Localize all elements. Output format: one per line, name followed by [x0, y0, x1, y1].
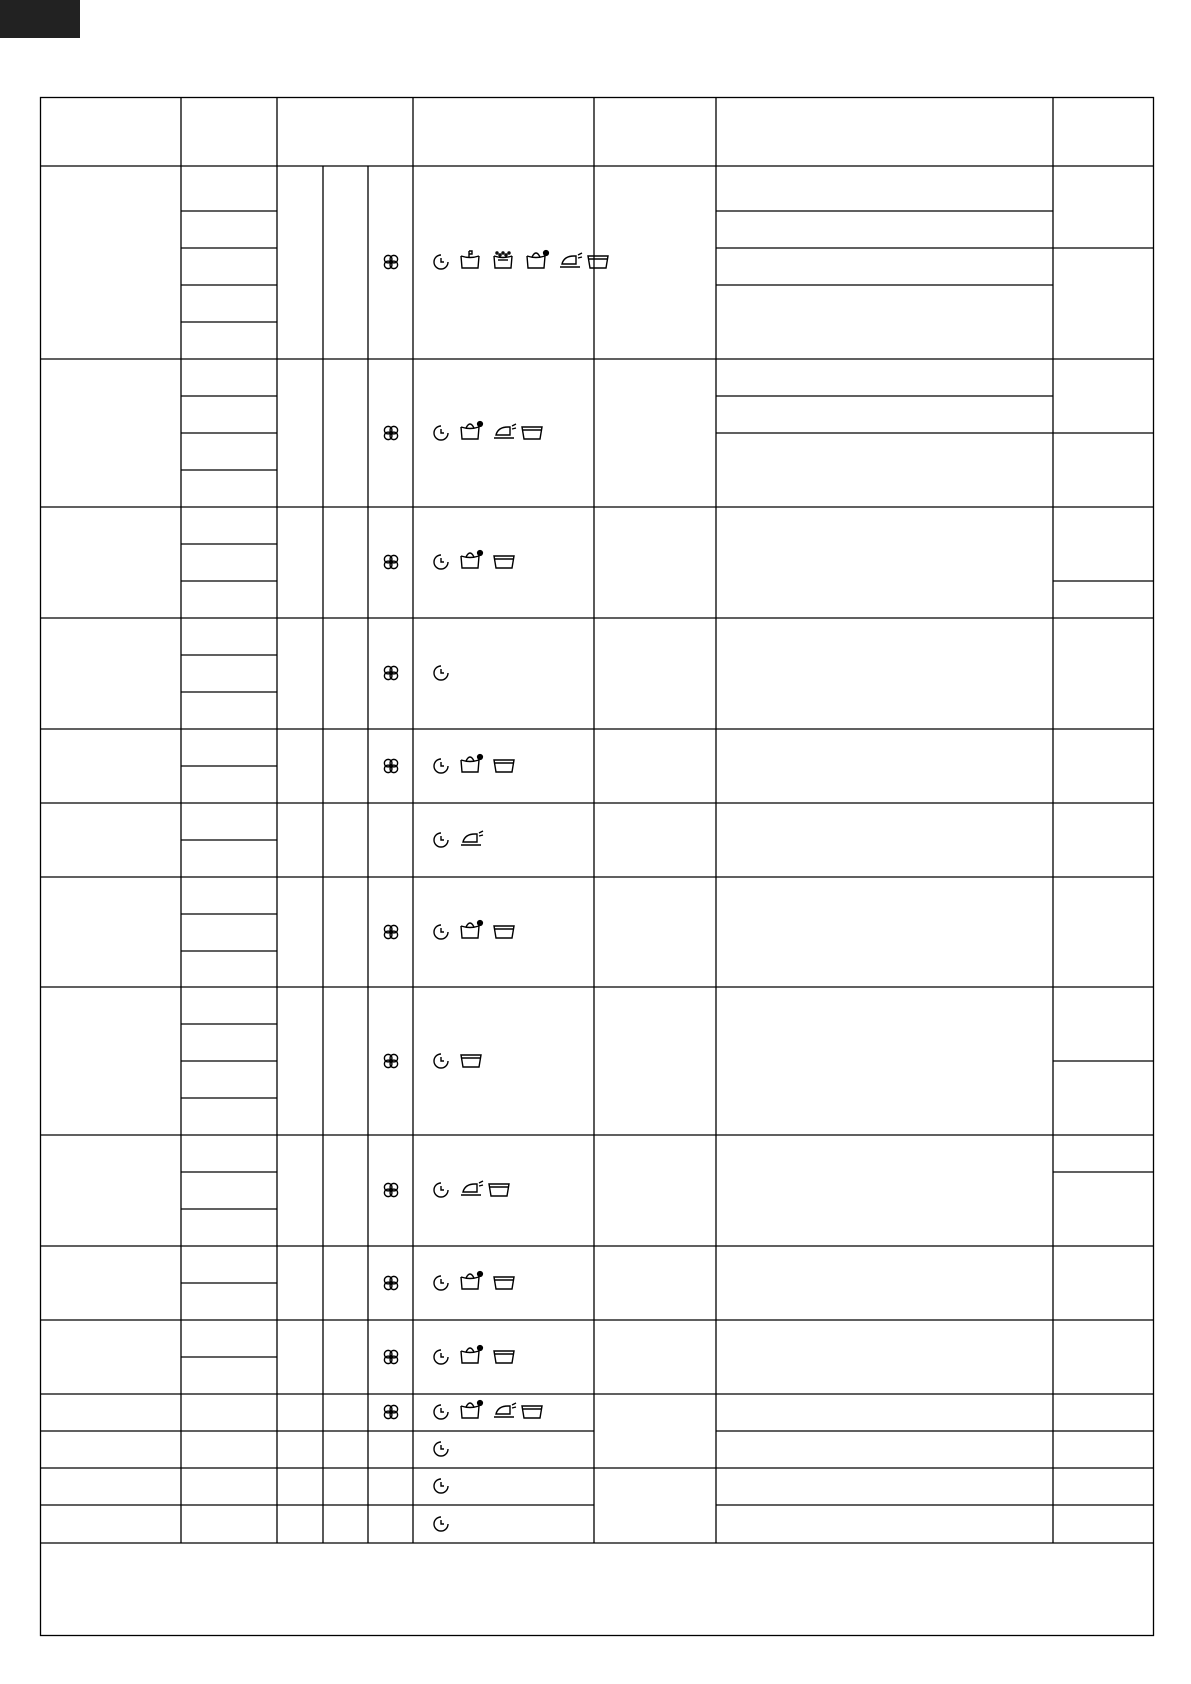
- timer-icon: [434, 426, 448, 440]
- timer-icon: [434, 255, 448, 269]
- row-7-icons: [384, 921, 514, 939]
- fan-icon: [384, 1183, 397, 1196]
- auto-dry-icon: [461, 1346, 482, 1363]
- fan-icon: [384, 666, 397, 679]
- bowl-icon: [522, 1406, 542, 1418]
- fast-iron-icon: [560, 253, 582, 267]
- bowl-icon: [494, 1351, 514, 1363]
- fast-iron-icon: [461, 831, 483, 845]
- table-border: [41, 98, 1154, 1636]
- timer-icon: [434, 666, 448, 680]
- bowl-icon: [522, 427, 542, 439]
- bowl-icon: [494, 556, 514, 568]
- auto-dry-icon: [527, 251, 548, 268]
- row-10-icons: [384, 1272, 514, 1290]
- timer-icon: [434, 1276, 448, 1290]
- row-4-icons: [384, 666, 448, 680]
- fan-icon: [384, 925, 397, 938]
- row-13-icons: [434, 1442, 448, 1456]
- timer-icon: [434, 1350, 448, 1364]
- timer-icon: [434, 1054, 448, 1068]
- fan-icon: [384, 426, 397, 439]
- fan-icon: [384, 1405, 397, 1418]
- fast-iron-icon: [494, 424, 516, 438]
- bowl-icon: [588, 256, 608, 268]
- timer-icon: [434, 759, 448, 773]
- fan-icon: [384, 759, 397, 772]
- auto-dry-icon: [461, 1401, 482, 1418]
- row-5-icons: [384, 755, 514, 773]
- timer-icon: [434, 833, 448, 847]
- fan-icon: [384, 1054, 397, 1067]
- prewash-icon: [461, 251, 479, 268]
- auto-dry-icon: [461, 551, 482, 568]
- row-1-icons: [384, 251, 608, 269]
- row-6-icons: [434, 831, 483, 847]
- column-dividers: [181, 97, 1053, 1543]
- row-2-icons: [384, 422, 542, 440]
- bowl-icon: [489, 1184, 509, 1196]
- row-15-icons: [434, 1517, 448, 1531]
- row-9-icons: [384, 1181, 509, 1197]
- row-11-icons: [384, 1346, 514, 1364]
- fast-iron-icon: [461, 1181, 483, 1195]
- subrow-lines-desc: [716, 211, 1053, 433]
- auto-dry-icon: [461, 921, 482, 938]
- intensive-icon: [494, 252, 512, 268]
- bowl-icon: [461, 1055, 481, 1067]
- timer-icon: [434, 1405, 448, 1419]
- auto-dry-icon: [461, 755, 482, 772]
- bottom-row-lines: [40, 1431, 1153, 1505]
- row-14-icons: [434, 1479, 448, 1493]
- timer-icon: [434, 1442, 448, 1456]
- fan-icon: [384, 1350, 397, 1363]
- timer-icon: [434, 555, 448, 569]
- row-3-icons: [384, 551, 514, 569]
- icon-layer: [384, 251, 608, 1531]
- timer-icon: [434, 1183, 448, 1197]
- fan-icon: [384, 255, 397, 268]
- fast-iron-icon: [494, 1403, 516, 1417]
- auto-dry-icon: [461, 1272, 482, 1289]
- group-separators: [40, 166, 1153, 1543]
- row-12-icons: [384, 1401, 542, 1419]
- fan-icon: [384, 1276, 397, 1289]
- timer-icon: [434, 1517, 448, 1531]
- auto-dry-icon: [461, 422, 482, 439]
- bowl-icon: [494, 760, 514, 772]
- row-8-icons: [384, 1054, 481, 1068]
- timer-icon: [434, 925, 448, 939]
- bowl-icon: [494, 1277, 514, 1289]
- subrow-lines: [181, 211, 277, 1357]
- fan-icon: [384, 555, 397, 568]
- subrow-lines-last: [1053, 248, 1153, 1172]
- bowl-icon: [494, 926, 514, 938]
- timer-icon: [434, 1479, 448, 1493]
